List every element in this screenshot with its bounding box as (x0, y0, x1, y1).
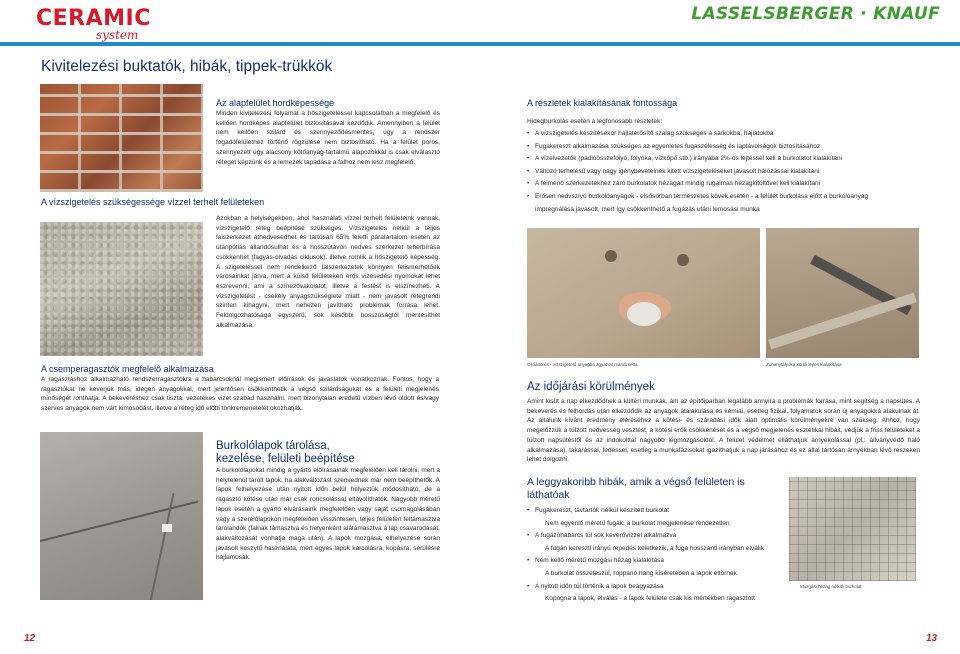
mistake-consequence: A burkolat összefeszül, roppanó hang kíséretében a lapok eltörnek (545, 569, 737, 577)
list-item: • Változó terhelésű vagy nagy igénybevételnek kitett vízszigeteléseket javasolt hálózással kialakítani (527, 166, 927, 179)
section-reszletek (527, 98, 927, 216)
mistakes-list (527, 505, 785, 606)
section-alapfelulet (216, 98, 440, 167)
details-list (527, 128, 927, 216)
plaster-wall-photo (40, 222, 203, 356)
list-item (527, 555, 785, 580)
section-intro: Hidegburkolás esetén a legfonosabb részletek: (527, 118, 663, 125)
mistake-main: Fugakereszt, távtartók nélkül készített burkolat (535, 507, 670, 514)
mistake-main: Nem kellő méretű mozgási hézag kialakítása (535, 557, 664, 565)
mistake-consequence: A fugán keresztl irányú repedés keletkezik, a fuga hosszanti irányban elválik (545, 544, 764, 552)
section-csemperagasztok (41, 364, 439, 414)
drain-channel (768, 293, 917, 350)
section-title: A részletek kialakításának fontossága (527, 98, 678, 108)
tile-joint-line (40, 501, 198, 542)
section-title: Az időjárási körülmények (527, 381, 655, 393)
section-vizszigeteles-title-wrap (41, 197, 331, 208)
section-vizszigeteles (216, 214, 440, 330)
section-burkololapok (216, 440, 440, 563)
list-item: • A vízszigetelés készítésekor hajlaterősítő szalag szükséges a sarkokba, hajlatokba (527, 128, 927, 141)
ceramic-system-logo (36, 8, 166, 42)
caption-mosaic: Mozgási hézag nélküli burkolat (800, 584, 862, 589)
pipe-hole (677, 254, 689, 266)
list-item (527, 505, 785, 530)
section-title: A leggyakoribb hibák, amik a végső felületen is láthatóak (527, 476, 745, 501)
section-text: Minden kivitelezési folyamat a hőszigeteléssel kapcsolatban a megfelelő és kellően hordképes alapfelület biztosításával kezdődik. Amennyiben a felület nem kellően szilárd és szennyeződésmentes, úgy a rendszer fogadófelülethez történő rögzülése nem biztosítható. Ha a felület poros, szennyezett úgy alacsony kötőanyag-tartalmú alapozókkal is csak elválasztó réteget képzünk és a lemezek tapadása a falhoz nem lesz megfelelő. (216, 110, 440, 166)
caption-wall: Csőáttörés - vízszigetelő anyagba ágyazott mandzsetta (527, 362, 638, 367)
section-title: A vízszigetelés szükségessége vízzel terhelt felületeken (41, 197, 265, 207)
section-hibak (527, 476, 785, 606)
list-item: • A felmenő szerkezetekhez záró burkolatok hézagait mindig rugalmas hézagkitöltővel kell kialakítani (527, 178, 927, 191)
mistake-consequence: Nem egyenlő méretű fugák, a burkolat megjelenése rendezetlen (545, 519, 730, 527)
logo-sub: system (96, 28, 139, 42)
mistake-main: A nyitott időn túl történik a lapok beágyazása (535, 582, 664, 590)
section-title: Az alapfelület hordképessége (216, 98, 335, 108)
section-text: Azokban a helyiségekben, ahol használati vízzel terhelt felületeink vannak, vízszigetelő réteg beépítése szükséges. Vízszigetelés nélkül a teljes falszerkezet átnedvesedhet és tartósan 65% feletti páratartalom esetén az utánpótlás állandósulhat és a hosszútávon nedves szerkezet teherbírása csökkenhet (fagyás-olvadás ciklusok), illetve romlik a hőszigetelő képesség. A szigeteléssel nem rendelkező falszerkezetek könnyen felismerhetőek városainkat járva, mert a külső felületeken erős vizesedési nyomokat lehet észrevenni, ami a színezővakolatot, illetve a festést is elszínezheti. A vízszigetelést - csekély anyagszükséglete miatt - nem javasolt rétegrendi szinten kihagyni, mert nehezen javítható problémák forrása lehet. Feldolgozhatósága egyszerű, sok későbbi bosszúságtól mentesíthet alkalmazása. (216, 215, 440, 329)
logo-word: CERAMIC (36, 6, 151, 31)
page-title: Kivitelezési buktatók, hibák, tippek-trükkök (41, 58, 333, 75)
mistake-main: A fugázóhabarcs túl sok keverővízzel alkalmazva (535, 532, 677, 540)
section-text: A burkolólapokat mindig a gyártó előírásainak megfelelően kell tárolni, mert a helytelenül tárolt lapok, ha alakváltozást szenvednek már nem beépíthetők. A lapok felhelyezése után nyitott időn belül helyeztük módosítható, de a ragasztó kötése után már csak roncsolással eltávolíthatók. Nagyobb méretű lapok esetén a gyártó elvárásaink megfelelően vagy saját csomagolásában vagy a szerelőlapokon megfelelően visszintesen, teljes felületen feltámasztva tárolandók (falnak támasztva és helyenként alátámasztva a lap csavarodását, alakváltozását vonhatja maga után). A lapok mozgása, elhelyezése során javasolt keszytű használata, mert egyes lapok karcolásra, kopásra, sérülésre hajlamosak. (216, 467, 440, 562)
list-item (527, 581, 785, 606)
mosaic-tiles-photo (789, 477, 916, 581)
section-title: Burkolólapok tárolása, kezelése, felületi beépítése (216, 440, 355, 465)
section-text: Amint kisüt a nap elkezdődnek a kültéri munkák, ám az építőiparban legalább annyira a problémák forrása, mint segítség a napsütés. A bekeverés és felhordás után elkezdődik az anyagok átalakulása és kémiai, esetleg fizikai, folyamatok során új anyagokká alakulnak át. Az általunk kívánt eredmény eléréséhez a kötési- és száradási idők alatt optimális körülményekre van szükség. Ahhoz, hogy megelőzzük a túlzott nedvesség vesztést, a kötési erők csökkenését és a végső megjelenés esztétikai hibáit, védjük a friss felületeket a túlzott napsütéstől és az indokolttal nagyobb légmozgásoktól. A felület védelmét elláthatjuk árnyékolással (pl.: állványvédő háló alkalmazása), takarással, fedéssel, esetleg a munkafázisokat igazíthatjuk a nap járásához és ez által tartósan árnyékban lévő részeken lehet dolgozni. (527, 398, 920, 464)
page-number-right: 13 (926, 633, 938, 644)
section-idojaras (527, 381, 920, 465)
pipe-hole (605, 250, 617, 262)
tile-surface-photo (40, 432, 203, 600)
brand-logo: LASSELSBERGER · KNAUF (691, 4, 940, 24)
brick-wall-photo (40, 84, 203, 192)
shower-slope-photo (766, 228, 919, 358)
list-item: • A vízelvezetők (padlóösszefolyó, folyóka, vízköpő stb.) irányába 2%-os lejtéssel kell a burkolatot kialakítani (527, 153, 927, 166)
list-item (527, 530, 785, 555)
tile-spacer-clip (162, 524, 172, 532)
section-title: A csemperagasztók megfelelő alkalmazása (41, 364, 214, 374)
section-text: A ragasztáshoz alkalmazható rendszerragasztókra a habarcsoknál megismert előírások és javaslatok vonatkoznak. Fontos, hogy a ragasztókat ne keverjük más, idegen anyagokkal, mert jelentősen csökkenthetik a végső szilárdságukat és a felületi megjelenés minőségét ronthatja. A bekeveréshez csak tiszta, vezetékes vizet szabad használni, mert bizonytalan eredetű vízben lévő oldott és/vagy szerves anyagok nem várt kimosódást, illetve a réteg idő előtti tönkremenetelét okozhatják. (41, 376, 439, 413)
caption-floor: Zuhanytályóka körüli lejtés kialakítása (766, 362, 842, 367)
pipe-penetration-photo (527, 228, 760, 358)
sealing-sleeve (627, 302, 661, 326)
page-number-left: 12 (24, 633, 36, 644)
list-item: • Fugakereszt alkalmazása szükséges az egyenletes fugaszélesség és laptávolságok biztosításához (527, 141, 927, 154)
header-divider (0, 42, 960, 46)
list-item: • Erősen nedvszívó burkolóanyagok - elsősorban természetes kövek esetén - a felület burkolása előtt a burkolóanyag impregnálása javasolt, mert így csökkenthető a fugázás utáni lemosási munka (527, 191, 907, 216)
mistake-consequence: Kopogna a lapok, elválás - a lapok felülete csak kis mértékben ragasztott (545, 595, 755, 603)
